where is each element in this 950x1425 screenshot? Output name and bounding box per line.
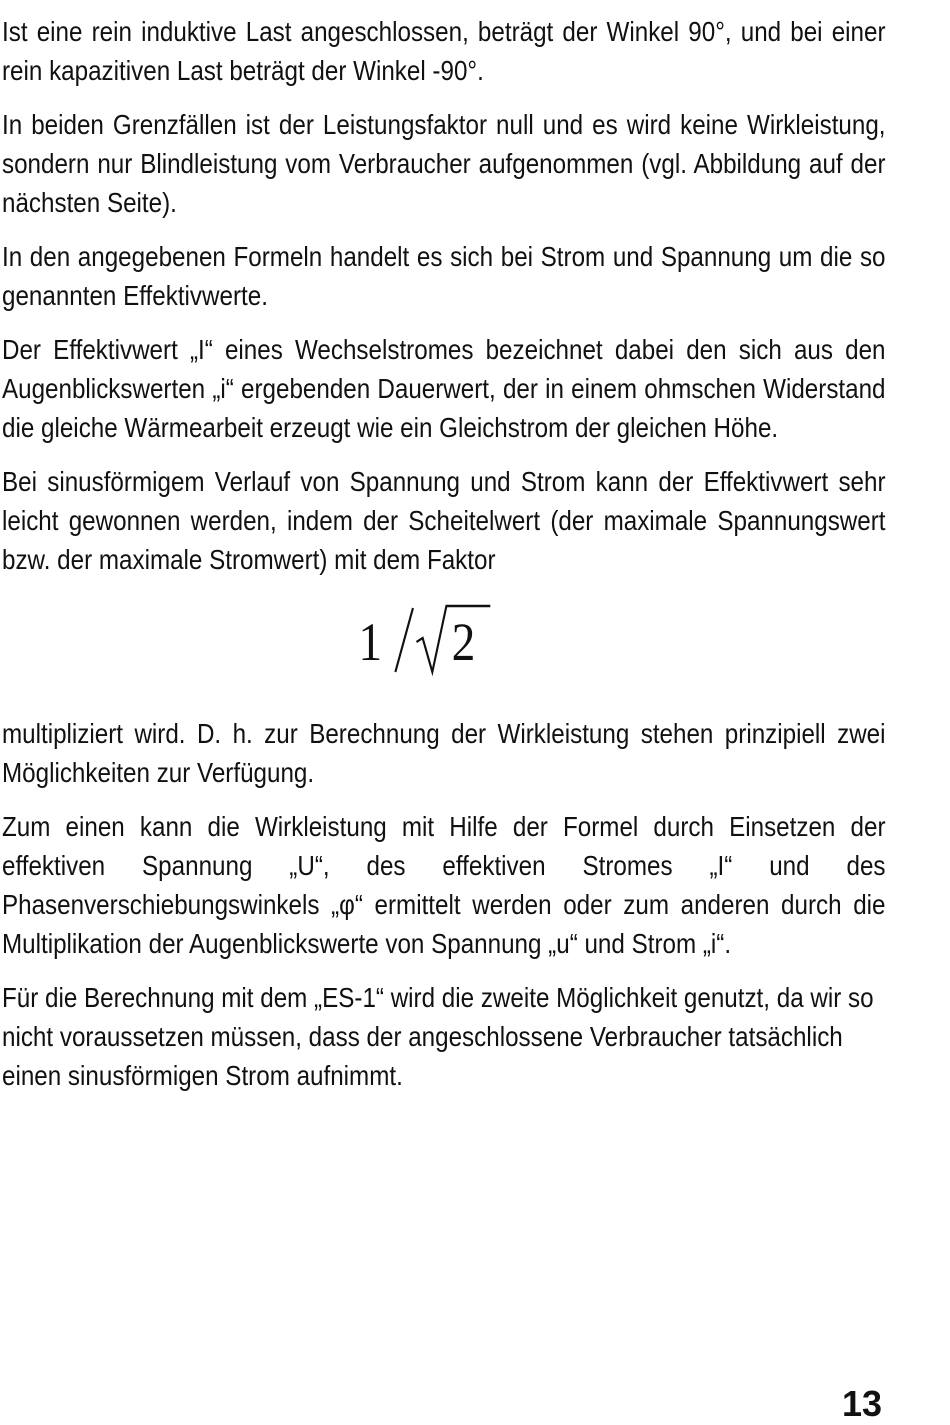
paragraph-5: Bei sinusförmigem Verlauf von Spannung und Strom kann der Effektivwert sehr leicht gewonnen werden, indem der Scheitelwert (der maximale Spannungswert bzw. der maximale Stromwert) mit dem Faktor bbox=[2, 466, 886, 575]
fraction-slash bbox=[395, 608, 413, 672]
formula-one-over-sqrt-two bbox=[2, 594, 886, 714]
body-text bbox=[2, 12, 886, 1110]
paragraph-8: Für die Berechnung mit dem „ES-1“ wird die zweite Möglichkeit genutzt, da wir so nicht voraussetzen müssen, dass der angeschlossene Verbraucher tatsächlich einen sinusförmigen Strom aufnimmt. bbox=[2, 982, 874, 1091]
paragraph-2: In beiden Grenzfällen ist der Leistungsfaktor null und es wird keine Wirkleistung, sondern nur Blindleistung vom Verbraucher aufgenommen (vgl. Abbildung auf der nächsten Seite). bbox=[2, 109, 886, 218]
formula-numerator: 1 bbox=[358, 613, 383, 673]
paragraph-4: Der Effektivwert „I“ eines Wechselstromes bezeichnet dabei den sich aus den Augenblickswerten „i“ ergebenden Dauerwert, der in einem ohmschen Widerstand die gleiche Wärmearbeit erzeugt wie ein Gleichstrom der gleichen Höhe. bbox=[2, 334, 886, 443]
formula-graphic bbox=[358, 600, 490, 680]
paragraph-7: Zum einen kann die Wirkleistung mit Hilfe der Formel durch Einsetzen der effektiven Spannung „U“, des effektiven Stromes „I“ und des Phasenverschiebungswinkels „φ“ ermittelt werden oder zum anderen durch die Multiplikation der Augenblickswerte von Spannung „u“ und Strom „i“. bbox=[2, 811, 886, 959]
formula-radicand: 2 bbox=[451, 613, 476, 673]
paragraph-6: multipliziert wird. D. h. zur Berechnung der Wirkleistung stehen prinzipiell zwei Möglichkeiten zur Verfügung. bbox=[2, 718, 886, 788]
page-number: 13 bbox=[841, 1383, 882, 1424]
paragraph-3: In den angegebenen Formeln handelt es sich bei Strom und Spannung um die so genannten Effektivwerte. bbox=[2, 241, 886, 311]
paragraph-1: Ist eine rein induktive Last angeschlossen, beträgt der Winkel 90°, und bei einer rein kapazitiven Last beträgt der Winkel -90°. bbox=[2, 16, 886, 86]
